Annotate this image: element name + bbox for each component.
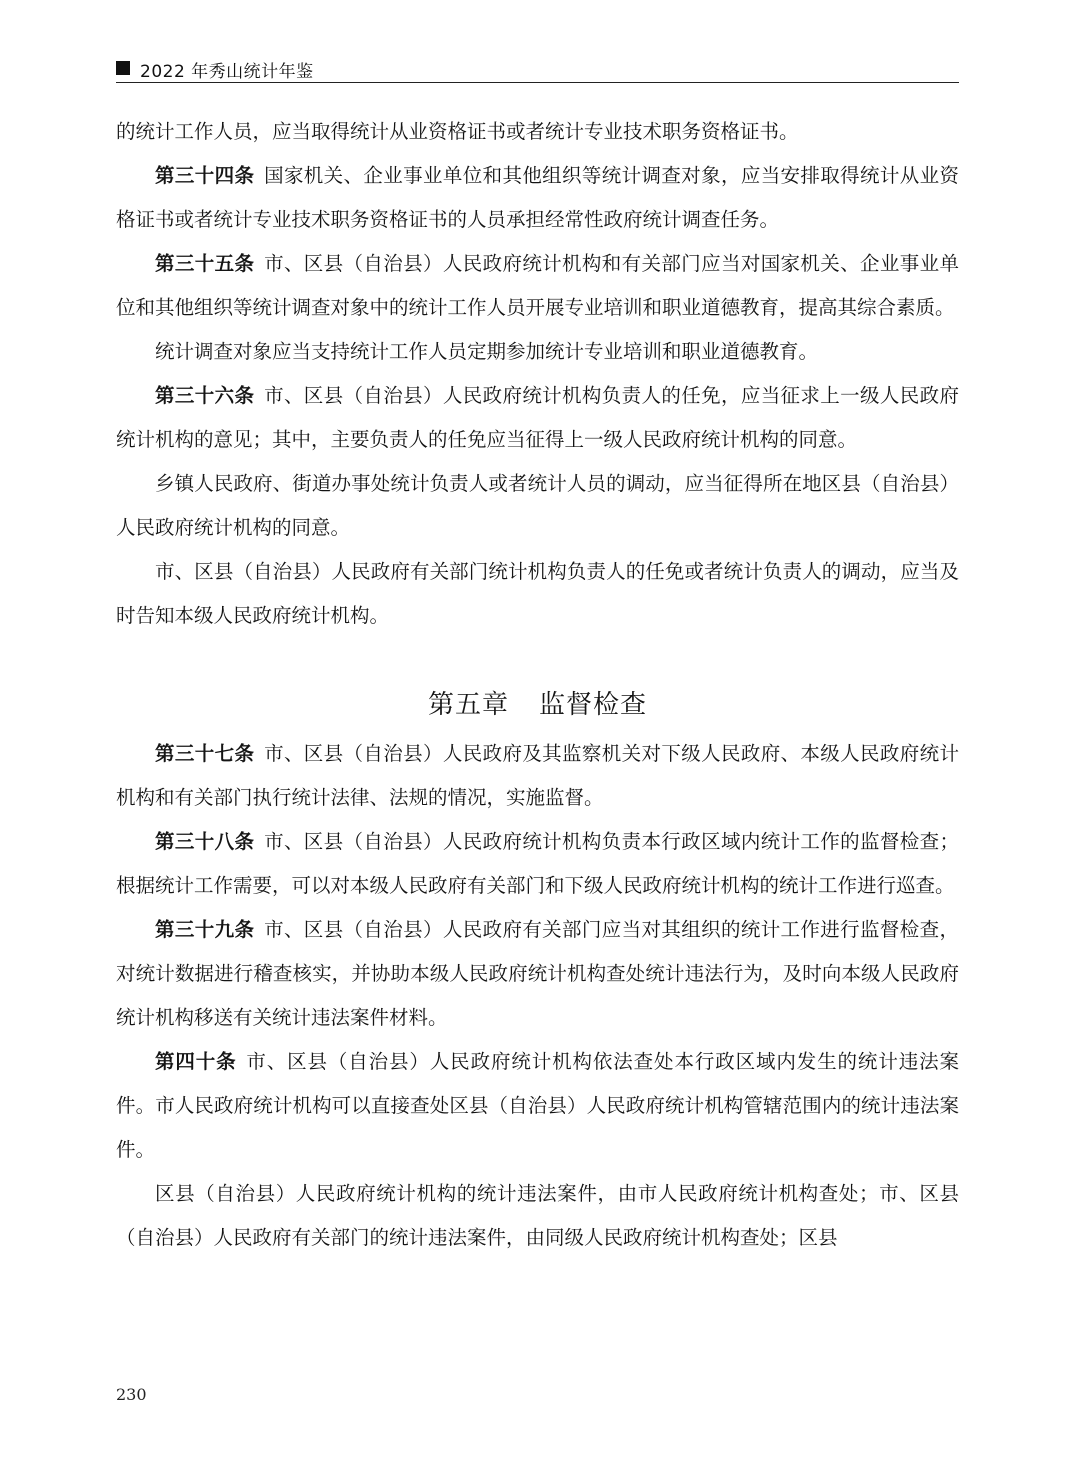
article-number: 第三十五条	[155, 252, 255, 275]
paragraph-text: 市、区县（自治县）人民政府及其监察机关对下级人民政府、本级人民政府统计机构和有关部门执行统计法律、法规的情况，实施监督。	[116, 742, 959, 809]
paragraph-text: 市、区县（自治县）人民政府统计机构负责人的任免，应当征求上一级人民政府统计机构的意见；其中，主要负责人的任免应当征得上一级人民政府统计机构的同意。	[116, 384, 959, 451]
paragraph	[116, 1172, 959, 1260]
page-body	[116, 110, 959, 1260]
paragraph-text: 市、区县（自治县）人民政府统计机构依法查处本行政区域内发生的统计违法案件。市人民政府统计机构可以直接查处区县（自治县）人民政府统计机构管辖范围内的统计违法案件。	[116, 1050, 959, 1161]
paragraph	[116, 462, 959, 550]
paragraph	[116, 1040, 959, 1172]
article-number: 第三十九条	[155, 918, 255, 941]
page-number: 230	[116, 1385, 147, 1404]
paragraph-text: 统计调查对象应当支持统计工作人员定期参加统计专业培训和职业道德教育。	[155, 340, 819, 363]
paragraph-text: 市、区县（自治县）人民政府有关部门应当对其组织的统计工作进行监督检查，对统计数据进行稽查核实，并协助本级人民政府统计机构查处统计违法行为，及时向本级人民政府统计机构移送有关统计违法案件材料。	[116, 918, 959, 1029]
header-title: 2022 年秀山统计年鉴	[140, 62, 314, 82]
paragraph	[116, 732, 959, 820]
article-number: 第三十六条	[155, 384, 255, 407]
paragraphs-after-chapter	[116, 732, 959, 1260]
chapter-title: 监督检查	[539, 690, 648, 720]
header-square-marker	[116, 61, 130, 75]
chapter-heading	[116, 680, 959, 730]
article-number: 第三十七条	[155, 742, 255, 765]
paragraph	[116, 154, 959, 242]
paragraph-text: 市、区县（自治县）人民政府有关部门统计机构负责人的任免或者统计负责人的调动，应当及时告知本级人民政府统计机构。	[116, 560, 959, 627]
paragraph-text: 国家机关、企业事业单位和其他组织等统计调查对象，应当安排取得统计从业资格证书或者统计专业技术职务资格证书的人员承担经常性政府统计调查任务。	[116, 164, 959, 231]
paragraph	[116, 820, 959, 908]
paragraph	[116, 330, 959, 374]
paragraph	[116, 110, 959, 154]
paragraph-text: 区县（自治县）人民政府统计机构的统计违法案件，由市人民政府统计机构查处；市、区县（自治县）人民政府有关部门的统计违法案件，由同级人民政府统计机构查处；区县	[116, 1182, 959, 1249]
chapter-number: 第五章	[427, 690, 509, 720]
paragraph	[116, 550, 959, 638]
paragraph	[116, 908, 959, 1040]
paragraph-text: 市、区县（自治县）人民政府统计机构和有关部门应当对国家机关、企业事业单位和其他组织等统计调查对象中的统计工作人员开展专业培训和职业道德教育，提高其综合素质。	[116, 252, 959, 319]
paragraph-text: 的统计工作人员，应当取得统计从业资格证书或者统计专业技术职务资格证书。	[116, 120, 799, 143]
paragraph	[116, 242, 959, 330]
article-number: 第四十条	[155, 1050, 237, 1073]
article-number: 第三十八条	[155, 830, 255, 853]
article-number: 第三十四条	[155, 164, 255, 187]
paragraph-text: 乡镇人民政府、街道办事处统计负责人或者统计人员的调动，应当征得所在地区县（自治县）人民政府统计机构的同意。	[116, 472, 959, 539]
paragraphs-before-chapter	[116, 110, 959, 638]
paragraph	[116, 374, 959, 462]
running-header	[116, 56, 959, 83]
paragraph-text: 市、区县（自治县）人民政府统计机构负责本行政区域内统计工作的监督检查；根据统计工作需要，可以对本级人民政府有关部门和下级人民政府统计机构的统计工作进行巡查。	[116, 830, 959, 897]
